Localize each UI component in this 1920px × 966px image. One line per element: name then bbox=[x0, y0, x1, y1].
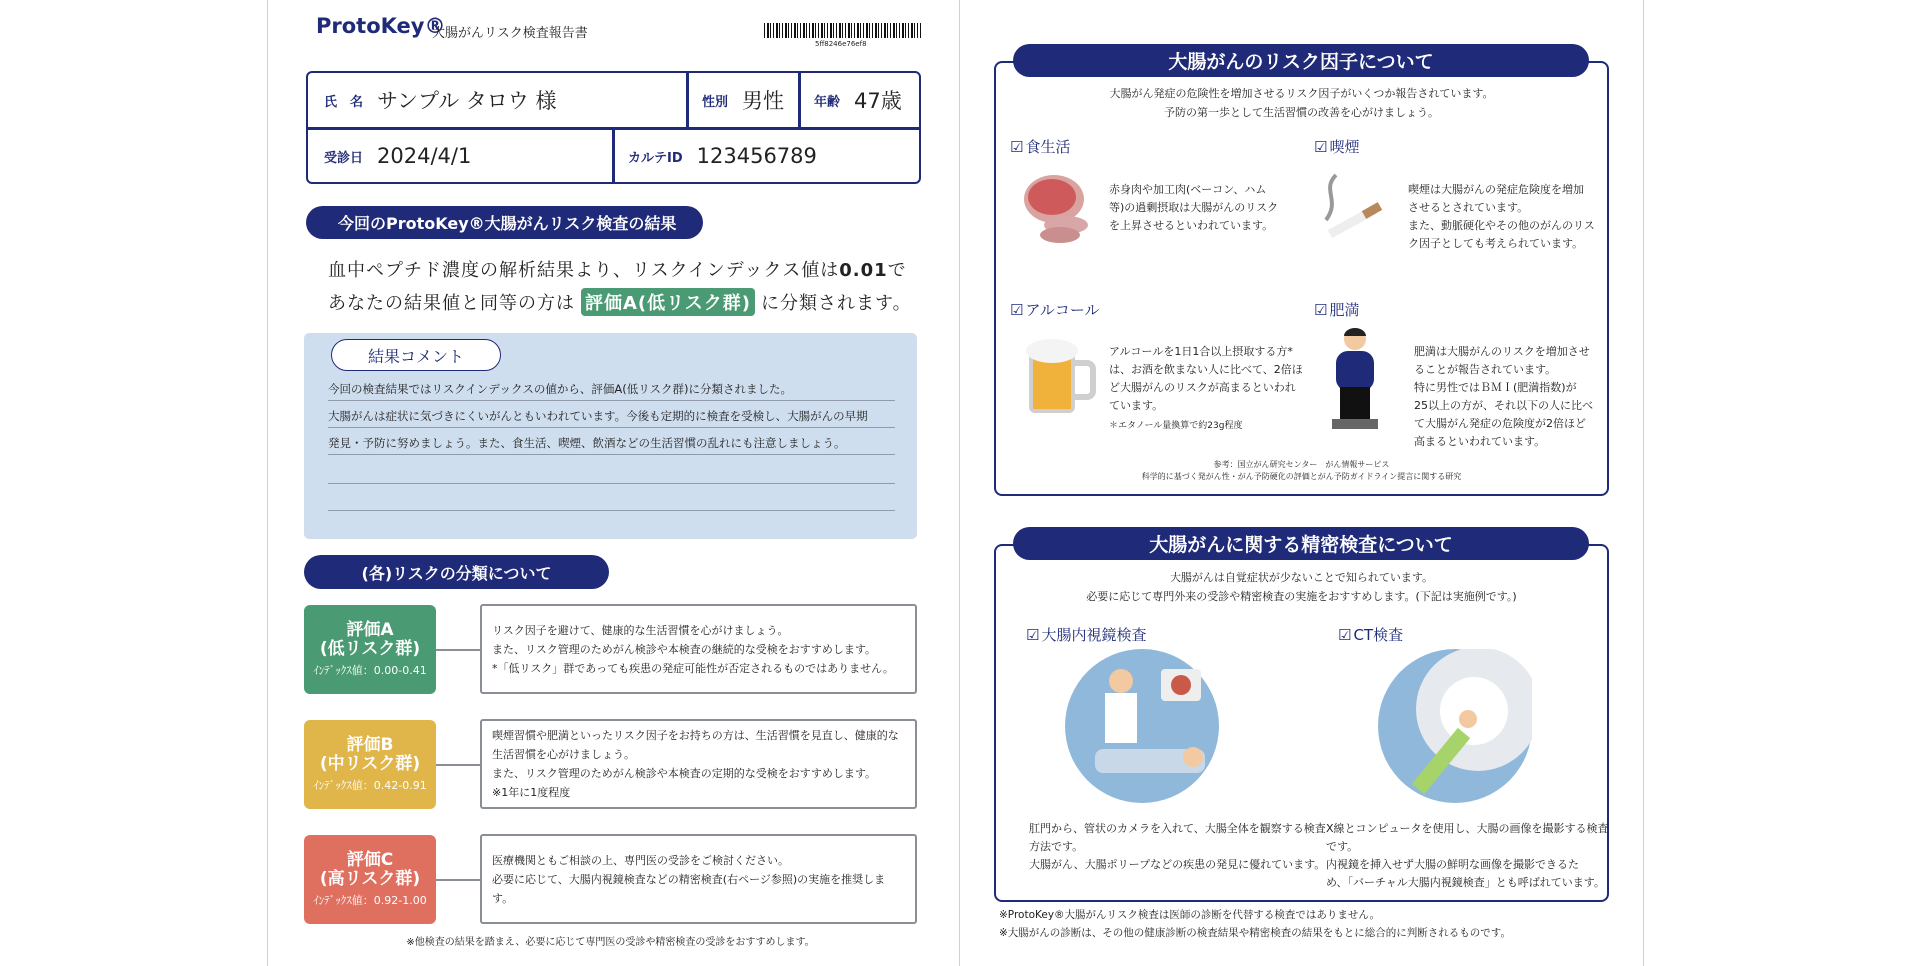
factor-text: ています。 bbox=[1109, 399, 1164, 412]
factor-text: ることが報告されています。 bbox=[1414, 363, 1557, 376]
grade-text: リスク因子を避けて、健康的な生活習慣を心がけましょう。 bbox=[492, 623, 789, 637]
checkbox-icon: ☑ bbox=[1010, 300, 1024, 319]
cigarette-icon bbox=[1316, 170, 1392, 246]
intro-line: 予防の第一歩として生活習慣の改善を心がけましょう。 bbox=[1164, 106, 1439, 119]
risk-factors-intro bbox=[994, 84, 1609, 122]
intro-line: 大腸がんは自覚症状が少ないことで知られています。 bbox=[1169, 571, 1434, 584]
factor-note: ＊エタノール量換算で約23g程度 bbox=[1109, 421, 1243, 431]
patient-info-box bbox=[306, 71, 921, 184]
grade-group: (低リスク群) bbox=[319, 639, 421, 659]
factor-text: 特に男性ではＢＭＩ(肥満指数)が bbox=[1414, 381, 1577, 394]
grade-group: (中リスク群) bbox=[319, 754, 421, 774]
name-field bbox=[324, 73, 556, 127]
factor-text: て大腸がん発症の危険度が2倍ほど bbox=[1414, 417, 1586, 430]
grade-text: また、リスク管理のためがん検診や本検査の継続的な受検をおすすめします。 bbox=[492, 642, 877, 656]
sex-field bbox=[702, 73, 784, 127]
grade-range: ｲﾝﾃﾞｯｸｽ値：0.92-1.00 bbox=[313, 894, 427, 907]
factor-smoking-heading bbox=[1314, 136, 1359, 157]
meat-icon bbox=[1022, 171, 1098, 245]
factor-diet-text bbox=[1109, 181, 1278, 235]
factor-title: 喫煙 bbox=[1329, 138, 1360, 156]
date-label: 受診日 bbox=[324, 150, 364, 166]
reference-line: 参考：国立がん研究センター がん情報サービス bbox=[1213, 460, 1390, 469]
exam-text: め、「バーチャル大腸内視鏡検査」とも呼ばれています。 bbox=[1326, 876, 1605, 889]
comment-line: 今回の検査結果ではリスクインデックスの値から、評価A(低リスク群)に分類されました。 bbox=[328, 374, 895, 401]
factor-text: は、お酒を飲まない人に比べて、2倍ほ bbox=[1109, 363, 1303, 376]
exam-endoscopy-text bbox=[1029, 820, 1326, 874]
grade-text: ※1年に1度程度 bbox=[492, 786, 571, 799]
exam-endoscopy-heading bbox=[1026, 624, 1146, 645]
factor-title: 肥満 bbox=[1329, 301, 1360, 319]
grade-name: 評価A bbox=[346, 620, 394, 640]
reference-line: 科学的に基づく発がん性・がん予防硬化の評価とがん予防ガイドライン提言に関する研究 bbox=[1141, 472, 1462, 481]
result-comment-box bbox=[304, 333, 917, 539]
barcode-code: 5ff8246e76ef8 bbox=[815, 40, 867, 48]
exam-text: 内視鏡を挿入せず大腸の鮮明な画像を撮影できるた bbox=[1326, 858, 1579, 871]
factor-title: 食生活 bbox=[1025, 138, 1071, 156]
factor-alcohol-heading bbox=[1010, 299, 1100, 320]
factor-text: ク因子としても考えられています。 bbox=[1408, 237, 1584, 250]
date-field bbox=[324, 129, 471, 183]
comment-line: 大腸がんは症状に気づきにくいがんともいわれています。今後も定期的に検査を受検し、大腸がんの早期 bbox=[328, 401, 895, 428]
exam-date: 2024/4/1 bbox=[377, 144, 472, 168]
checkbox-icon: ☑ bbox=[1010, 137, 1024, 156]
comment-line bbox=[328, 484, 895, 511]
report-title: 大腸がんリスク検査報告書 bbox=[432, 26, 588, 41]
grade-text: 喫煙習慣や肥満といったリスク因子をお持ちの方は、生活習慣を見直し、健康的な生活習慣を心がけましょう。 bbox=[492, 729, 899, 761]
patient-name: サンプル タロウ 様 bbox=[377, 89, 557, 113]
checkbox-icon: ☑ bbox=[1338, 625, 1352, 644]
classification-footnote: ※他検査の結果を踏まえ、必要に応じて専門医の受診や精密検査の受診をおすすめします。 bbox=[406, 937, 815, 948]
factor-title: アルコール bbox=[1025, 301, 1100, 319]
chart-id-label: カルテID bbox=[628, 150, 683, 166]
factor-obesity-heading bbox=[1314, 299, 1359, 320]
exam-text: 方法です。 bbox=[1029, 840, 1084, 853]
factor-text: させるとされています。 bbox=[1408, 201, 1529, 214]
name-label: 氏 名 bbox=[324, 94, 364, 110]
grade-group: (高リスク群) bbox=[319, 869, 421, 889]
footnote: ※ProtoKey®大腸がんリスク検査は医師の診断を代替する検査ではありません。 bbox=[999, 909, 1380, 921]
factor-text: を上昇させるといわれています。 bbox=[1109, 219, 1274, 232]
age-label: 年齢 bbox=[814, 94, 841, 110]
result-text: で bbox=[887, 260, 907, 281]
result-line-1 bbox=[328, 256, 907, 282]
exam-text: X線とコンピュータを使用し、大腸の画像を撮影する検査 bbox=[1326, 822, 1609, 835]
checkbox-icon: ☑ bbox=[1026, 625, 1040, 644]
chart-id-field bbox=[628, 129, 817, 183]
factor-text: アルコールを1日1合以上摂取する方* bbox=[1109, 345, 1293, 358]
checkbox-icon: ☑ bbox=[1314, 300, 1328, 319]
grade-text: 必要に応じて、大腸内視鏡検査などの精密検査(右ページ参照)の実施を推奨します。 bbox=[492, 872, 886, 905]
grade-a-description bbox=[480, 604, 917, 694]
factor-text: ど大腸がんのリスクが高まるといわれ bbox=[1109, 381, 1296, 394]
result-heading: 今回のProtoKey®大腸がんリスク検査の結果 bbox=[306, 206, 703, 239]
connector bbox=[436, 764, 480, 766]
factor-smoking-text bbox=[1408, 181, 1595, 253]
chart-id: 123456789 bbox=[696, 144, 817, 168]
grade-c-description bbox=[480, 834, 917, 924]
comment-title: 結果コメント bbox=[331, 339, 501, 371]
barcode bbox=[764, 23, 921, 38]
factor-text: 高まるといわれています。 bbox=[1414, 435, 1546, 448]
grade-a-box bbox=[304, 605, 436, 694]
page-footnotes bbox=[999, 906, 1511, 942]
page-edge-right bbox=[1643, 0, 1644, 966]
factor-diet-heading bbox=[1010, 136, 1070, 157]
result-line-2 bbox=[328, 288, 912, 316]
grade-name: 評価C bbox=[346, 850, 394, 870]
patient-age: 47歳 bbox=[854, 89, 902, 113]
factor-alcohol-text bbox=[1109, 343, 1303, 435]
exam-text: 大腸がん、大腸ポリープなどの疾患の発見に優れています。 bbox=[1029, 858, 1326, 871]
exam-ct-heading bbox=[1338, 624, 1403, 645]
comment-line: 発見・予防に努めましょう。また、食生活、喫煙、飲酒などの生活習慣の乱れにも注意しましょう。 bbox=[328, 428, 895, 455]
beer-icon bbox=[1025, 335, 1097, 417]
exam-text: です。 bbox=[1326, 840, 1359, 853]
grade-name: 評価B bbox=[346, 735, 394, 755]
page-divider bbox=[959, 0, 960, 966]
footnote: ※大腸がんの診断は、その他の健康診断の検査結果や精密検査の結果をもとに総合的に判断されるものです。 bbox=[999, 927, 1511, 939]
grade-b-box bbox=[304, 720, 436, 809]
grade-badge: 評価A(低リスク群) bbox=[581, 288, 755, 316]
checkbox-icon: ☑ bbox=[1314, 137, 1328, 156]
grade-text: *「低リスク」群であっても疾患の発症可能性が否定されるものではありません。 bbox=[492, 661, 894, 675]
factor-text: 肥満は大腸がんのリスクを増加させ bbox=[1414, 345, 1590, 358]
detailed-exams-intro bbox=[994, 568, 1609, 606]
grade-b-description bbox=[480, 719, 917, 809]
reference bbox=[994, 459, 1609, 483]
grade-range: ｲﾝﾃﾞｯｸｽ値：0.42-0.91 bbox=[313, 779, 427, 792]
factor-obesity-text bbox=[1414, 343, 1593, 451]
risk-factors-heading: 大腸がんのリスク因子について bbox=[1013, 44, 1589, 77]
factor-text: 喫煙は大腸がんの発症危険度を増加 bbox=[1408, 183, 1584, 196]
risk-index-value: 0.01 bbox=[839, 260, 888, 281]
intro-line: 必要に応じて専門外来の受診や精密検査の実施をおすすめします。(下記は実施例です。) bbox=[1086, 590, 1517, 603]
patient-sex: 男性 bbox=[742, 89, 785, 113]
factor-text: 等)の過剰摂取は大腸がんのリスク bbox=[1109, 201, 1279, 214]
exam-ct-text bbox=[1326, 820, 1609, 892]
comment-line bbox=[328, 457, 895, 484]
exam-title: CT検査 bbox=[1353, 626, 1404, 644]
grade-range: ｲﾝﾃﾞｯｸｽ値：0.00-0.41 bbox=[313, 664, 427, 677]
protokey-logo: ProtoKey® bbox=[316, 14, 446, 38]
connector bbox=[436, 649, 480, 651]
age-field bbox=[814, 73, 902, 127]
factor-text: 赤身肉や加工肉(ベーコン、ハム bbox=[1109, 183, 1267, 196]
result-text: に分類されます。 bbox=[761, 293, 912, 314]
page-edge-left bbox=[267, 0, 268, 966]
grade-text: 医療機関ともご相談の上、専門医の受診をご検討ください。 bbox=[492, 853, 789, 867]
intro-line: 大腸がん発症の危険性を増加させるリスク因子がいくつか報告されています。 bbox=[1109, 87, 1494, 100]
result-text: あなたの結果値と同等の方は bbox=[328, 293, 575, 314]
endoscopy-illustration bbox=[1065, 649, 1219, 803]
sex-label: 性別 bbox=[702, 94, 729, 110]
result-text: 血中ペプチド濃度の解析結果より、リスクインデックス値は bbox=[328, 260, 840, 281]
factor-text: また、動脈硬化やその他のがんのリス bbox=[1408, 219, 1595, 232]
classification-heading: (各)リスクの分類について bbox=[304, 555, 609, 589]
detailed-exams-heading: 大腸がんに関する精密検査について bbox=[1013, 527, 1589, 560]
obese-person-icon bbox=[1330, 325, 1380, 431]
grade-c-box bbox=[304, 835, 436, 924]
ct-scan-illustration bbox=[1378, 649, 1532, 803]
factor-text: 25以上の方が、それ以下の人に比べ bbox=[1414, 399, 1593, 412]
exam-title: 大腸内視鏡検査 bbox=[1041, 626, 1147, 644]
grade-text: また、リスク管理のためがん検診や本検査の定期的な受検をおすすめします。 bbox=[492, 767, 877, 780]
exam-text: 肛門から、管状のカメラを入れて、大腸全体を観察する検査 bbox=[1029, 822, 1326, 835]
connector bbox=[436, 879, 480, 881]
